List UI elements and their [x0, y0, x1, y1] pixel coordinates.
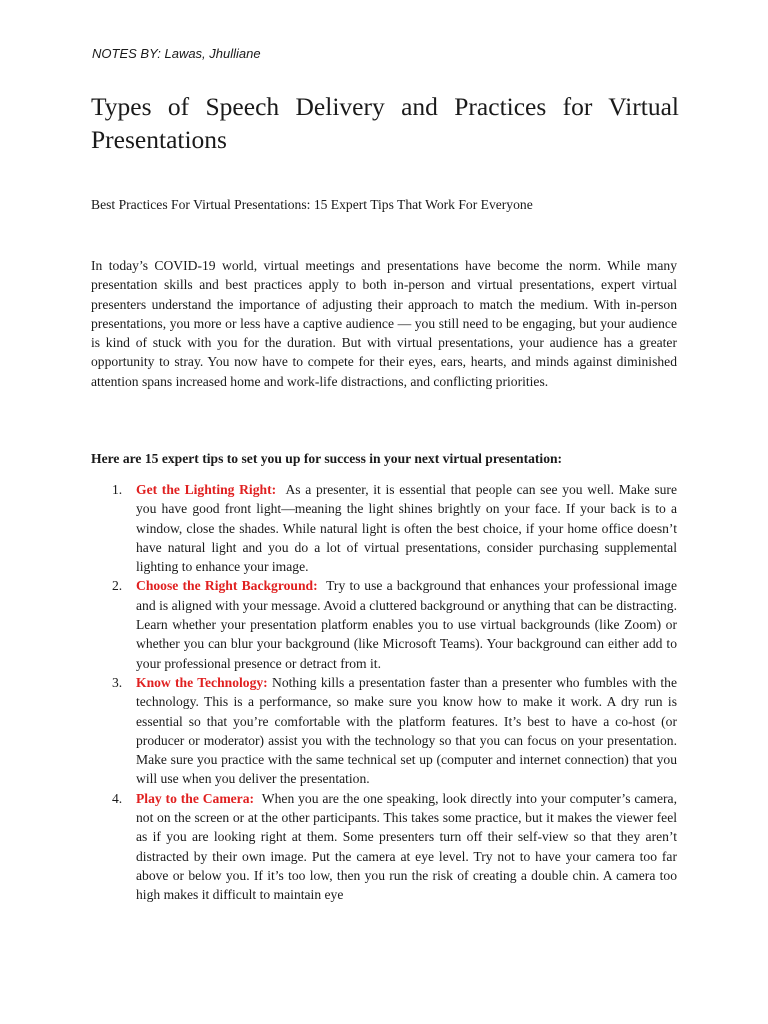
intro-paragraph: In today’s COVID-19 world, virtual meetings and presentations have become the norm. While many presentation skills and best practices apply to both in-person and virtual presentations, expert virtual presenters understand the importance of adjusting their approach to match the medium. With in-person presentations, you more or less have a captive audience — you still need to be engaging, but your audience is kind of stuck with you for the duration. But with virtual presentations, your audience has a greater opportunity to stray. You now have to compete for their eyes, ears, hearts, and minds against diminished attention spans increased home and work-life distractions, and conflicting priorities. — [91, 258, 677, 389]
tip-item-4 — [0, 789, 677, 905]
document-title: Types of Speech Delivery and Practices for Virtual Presentations — [91, 92, 679, 154]
tip-number: 1. — [112, 482, 123, 497]
tip-body: As a presenter, it is essential that people can see you well. Make sure you have good front light—meaning the light shines brightly on your face. If your back is to a window, close the shades. While natural light is often the best choice, if your home office doesn’t have natural light and you do a lot of virtual presentations, consider purchasing supplemental lighting to enhance your image. — [136, 482, 677, 575]
tip-item-1 — [0, 480, 677, 576]
tip-number: 3. — [112, 674, 123, 690]
tip-body: Nothing kills a presentation faster than a presenter who fumbles with the technology. This is a performance, so make sure you know how to make it work. A dry run is essential so that you’re comfortable with the platform features. It’s best to have a co-host (or producer or moderator) assist you with the technology so that you can focus on your presentation. Make sure you practice with the same technical set up (computer and internet connection) that you will use when you deliver the presentation. — [136, 674, 678, 787]
tip-number: 2. — [112, 578, 123, 594]
tip-item-3 — [0, 673, 677, 789]
tip-title: Know the Technology: — [136, 674, 268, 690]
document-subtitle: Best Practices For Virtual Presentations: 15 Expert Tips That Work For Everyone — [91, 197, 533, 212]
tips-list — [0, 480, 768, 905]
tip-title: Get the Lighting Right: — [136, 482, 277, 497]
tip-body: Try to use a background that enhances your professional image and is aligned with your message. Avoid a cluttered background or anything that can be distracting. Learn whether your presentation platform enables you to use virtual backgrounds (like Zoom) or whether you can blur your background (like Microsoft Teams). Your background can either add to your professional presence or detract from it. — [136, 578, 678, 671]
tip-body: When you are the one speaking, look directly into your computer’s camera, not on the screen or at the other participants. This takes some practice, but it makes the viewer feel as if you are looking right at them. Some presenters turn off their self-view so that they aren’t distracted by their own image. Put the camera at eye level. Try not to have your camera too far above or below you. If it’s too low, then you run the risk of creating a double chin. A camera too high makes it difficult to maintain eye — [136, 790, 677, 903]
tip-title: Play to the Camera: — [136, 790, 255, 806]
tip-item-2 — [0, 576, 677, 672]
notes-by-label: NOTES BY: Lawas, Jhulliane — [92, 46, 261, 61]
tip-number: 4. — [112, 790, 123, 806]
tip-title: Choose the Right Background: — [136, 578, 318, 594]
tips-heading: Here are 15 expert tips to set you up for success in your next virtual presentation: — [91, 451, 563, 466]
